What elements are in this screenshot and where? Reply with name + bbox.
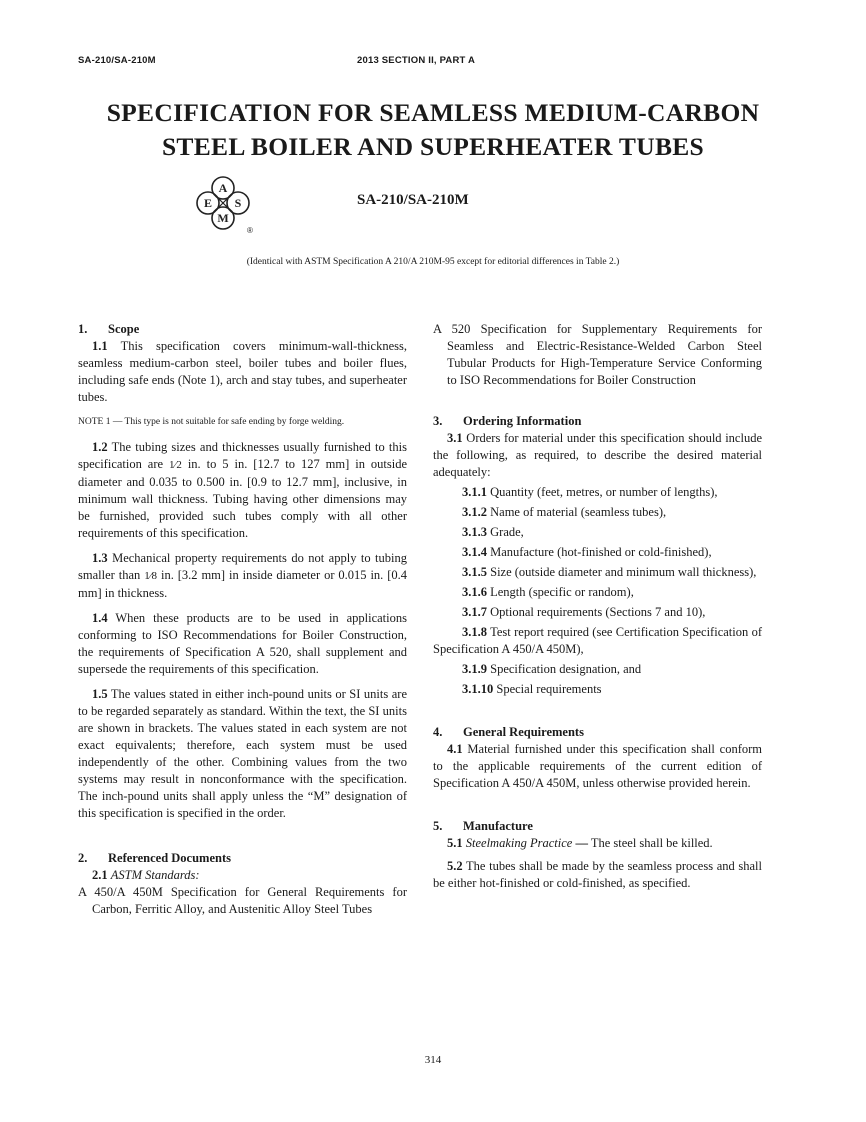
logo-letter-m: M (217, 211, 229, 225)
list-item: 3.1.6 Length (specific or random), (462, 585, 634, 599)
section-2-heading: 2. Referenced Documents (78, 851, 231, 865)
identical-note: (Identical with ASTM Specification A 210/A 210M-95 except for editorial differences in Table 2.) (246, 257, 620, 267)
reference-a520: A 520 Specification for Supplementary Requirements for Seamless and Electric-Resistance-Welded Carbon Steel Tubular Products for High-Temperature Service Conforming to ISO Recommendations for Boiler Construction (433, 322, 762, 387)
section-1-heading: 1. Scope (78, 322, 140, 336)
list-item: 3.1.5 Size (outside diameter and minimum wall thickness), (462, 565, 757, 579)
left-column (78, 321, 407, 918)
list-item: 3.1.4 Manufacture (hot-finished or cold-finished), (462, 545, 712, 559)
reference-a450: A 450/A 450M Specification for General Requirements for Carbon, Ferritic Alloy, and Austenitic Alloy Steel Tubes (78, 885, 407, 916)
paragraph-5-1: 5.1 Steelmaking Practice — The steel shall be killed. (447, 836, 713, 850)
note-1: NOTE 1 — This type is not suitable for safe ending by forge welding. (78, 417, 345, 427)
page-title (60, 96, 806, 164)
paragraph-1-1: 1.1 This specification covers minimum-wall-thickness, seamless medium-carbon steel, boiler tubes and boiler flues, including safe ends (Note 1), arch and stay tubes, and superheater tubes. (78, 339, 407, 404)
paragraph-1-2: 1.2 The tubing sizes and thicknesses usually furnished to this specification are 1⁄2 in. to 5 in. [12.7 to 127 mm] in outside diameter and 0.035 to 0.500 in. [0.9 to 12.7 mm], inclusive, in minimum wall thickness. Tubing having other dimensions may be furnished, provided such tubes comply with all other requirements of this specification. (78, 440, 408, 540)
paragraph-4-1: 4.1 Material furnished under this specification shall conform to the applicable requirements of the current edition of Specification A 450/A 450M, unless otherwise provided herein. (433, 742, 763, 790)
list-item: 3.1.10 Special requirements (462, 682, 602, 696)
section-4-heading: 4. General Requirements (433, 725, 584, 739)
logo-letter-s: S (234, 196, 242, 210)
section-5-heading: 5. Manufacture (433, 819, 533, 833)
paragraph-1-5: 1.5 The values stated in either inch-pound units or SI units are to be regarded separately as standard. Within the text, the SI units are shown in brackets. The values stated in each system are not exact equivalents; therefore, each system must be used independently of the other. Combining values from the two systems may result in nonconformance with the specification. The inch-pound units shall apply unless the “M” designation of this specification is specified in the order. (78, 687, 407, 820)
paragraph-5-2: 5.2 The tubes shall be made by the seamless process and shall be either hot-finished or cold-finished, as specified. (433, 859, 762, 890)
registered-mark: ® (247, 226, 253, 235)
paragraph-1-4: 1.4 When these products are to be used in applications conforming to ISO Recommendations for Boiler Construction, the requirements of Specification A 520, shall supplement and supersede the requirements of this specification. (78, 611, 407, 676)
list-item: 3.1.3 Grade, (462, 525, 524, 539)
logo-letter-a: A (218, 181, 228, 195)
running-header-center: 2013 SECTION II, PART A (357, 55, 476, 66)
list-item: 3.1.7 Optional requirements (Sections 7 and 10), (462, 605, 706, 619)
title-line-1: SPECIFICATION FOR SEAMLESS MEDIUM-CARBON (106, 98, 760, 127)
fraction-half: 1⁄2 (169, 459, 182, 471)
asme-logo (190, 170, 256, 236)
right-column (433, 321, 762, 892)
list-item: 3.1.1 Quantity (feet, metres, or number of lengths), (462, 485, 718, 499)
list-item: 3.1.8 Test report required (see Certification Specification of Specification A 450/A 450M), (433, 625, 762, 656)
list-item: 3.1.2 Name of material (seamless tubes), (462, 505, 667, 519)
paragraph-2-1: 2.1 ASTM Standards: (92, 868, 200, 882)
spec-designation: SA-210/SA-210M (357, 192, 469, 208)
fraction-eighth: 1⁄8 (144, 570, 158, 582)
list-item: 3.1.9 Specification designation, and (462, 662, 642, 676)
paragraph-1-3: 1.3 Mechanical property requirements do not apply to tubing smaller than 1⁄8 in. [3.2 mm] in inside diameter or 0.015 in. [0.4 mm] in thickness. (78, 551, 408, 600)
section-3-heading: 3. Ordering Information (433, 414, 582, 428)
paragraph-3-1: 3.1 Orders for material under this specification should include the following, as required, to describe the desired material adequately: (433, 431, 762, 479)
title-line-2: STEEL BOILER AND SUPERHEATER TUBES (161, 132, 705, 161)
logo-letter-e: E (203, 196, 213, 210)
page-number: 314 (424, 1054, 442, 1066)
running-header-left: SA-210/SA-210M (78, 55, 156, 66)
